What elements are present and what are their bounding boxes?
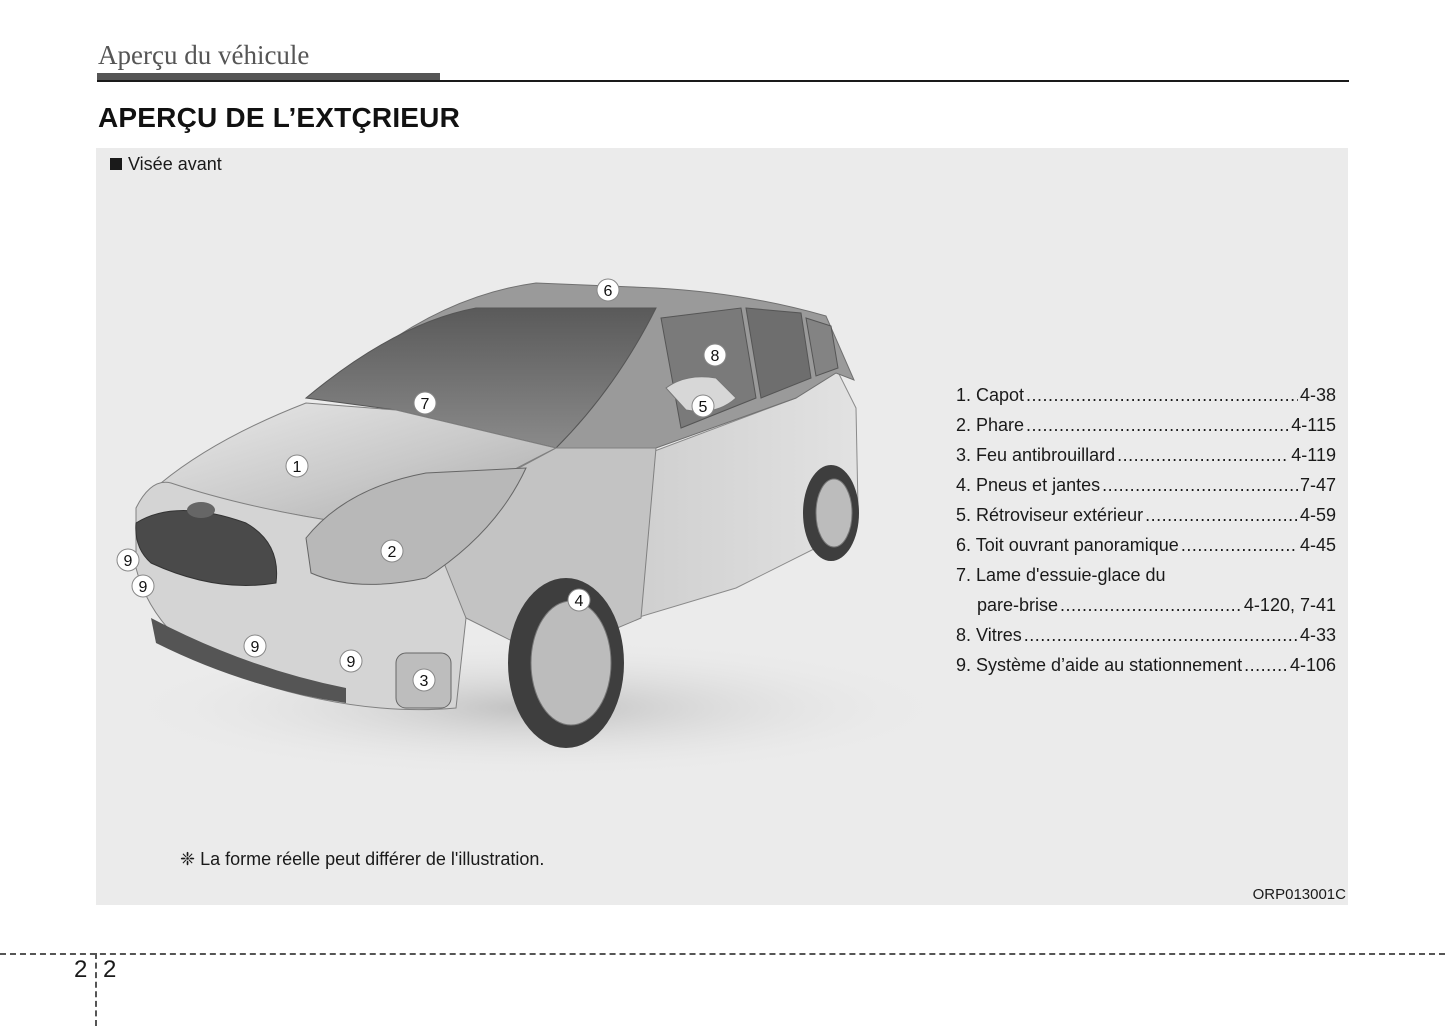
legend-item-continuation: pare-brise ..... 4-120, 7-41: [956, 595, 1336, 625]
svg-text:3: 3: [419, 673, 429, 690]
svg-text:2: 2: [387, 544, 397, 561]
header-rule: [97, 80, 1349, 82]
callout-9: [132, 575, 154, 597]
callout-9: [117, 549, 139, 571]
legend-item: 3. Feu antibrouillard ..... 4-119: [956, 445, 1336, 475]
footnote: ❈ La forme réelle peut différer de l'illustration.: [180, 849, 545, 869]
legend-item: 5. Rétroviseur extérieur ..... 4-59: [956, 505, 1336, 535]
view-label-text: Visée avant: [128, 154, 222, 174]
callout-8: [704, 344, 726, 366]
legend-item: 1. Capot ..... 4-38: [956, 385, 1336, 415]
svg-text:7: 7: [420, 396, 430, 413]
callout-6: [597, 279, 619, 301]
svg-text:9: 9: [346, 654, 356, 671]
svg-text:9: 9: [123, 553, 133, 570]
callout-5: [692, 395, 714, 417]
callout-9: [340, 650, 362, 672]
footer-divider: [95, 953, 97, 1026]
svg-text:1: 1: [292, 459, 302, 476]
section-header: Aperçu du véhicule: [98, 40, 310, 70]
figure-code: ORP013001C: [1252, 886, 1346, 903]
callout-1: [286, 455, 308, 477]
callout-4: [568, 589, 590, 611]
car-illustration: [96, 148, 956, 838]
parts-legend: [956, 385, 1336, 685]
svg-text:4: 4: [574, 593, 584, 610]
legend-item: 2. Phare ..... 4-115: [956, 415, 1336, 445]
legend-item: 4. Pneus et jantes ..... 7-47: [956, 475, 1336, 505]
chapter-number: 2: [74, 956, 88, 983]
legend-item: 7. Lame d'essuie-glace du: [956, 565, 1166, 585]
callout-7: [414, 392, 436, 414]
legend-item: 6. Toit ouvrant panoramique ..... 4-45: [956, 535, 1336, 565]
page-number: 2: [103, 956, 117, 983]
legend-item: 8. Vitres ..... 4-33: [956, 625, 1336, 655]
svg-text:8: 8: [710, 348, 720, 365]
svg-text:9: 9: [138, 579, 148, 596]
figure-panel: [96, 148, 1348, 905]
svg-text:6: 6: [603, 283, 613, 300]
page-title: APERÇU DE L’EXTÇRIEUR: [98, 102, 461, 133]
svg-text:9: 9: [250, 639, 260, 656]
callout-9: [244, 635, 266, 657]
svg-text:5: 5: [698, 399, 708, 416]
callout-3: [413, 669, 435, 691]
legend-item: 9. Système d’aide au stationnement ..... 4-106: [956, 655, 1336, 685]
callout-2: [381, 540, 403, 562]
footer-rule: [0, 953, 1445, 955]
